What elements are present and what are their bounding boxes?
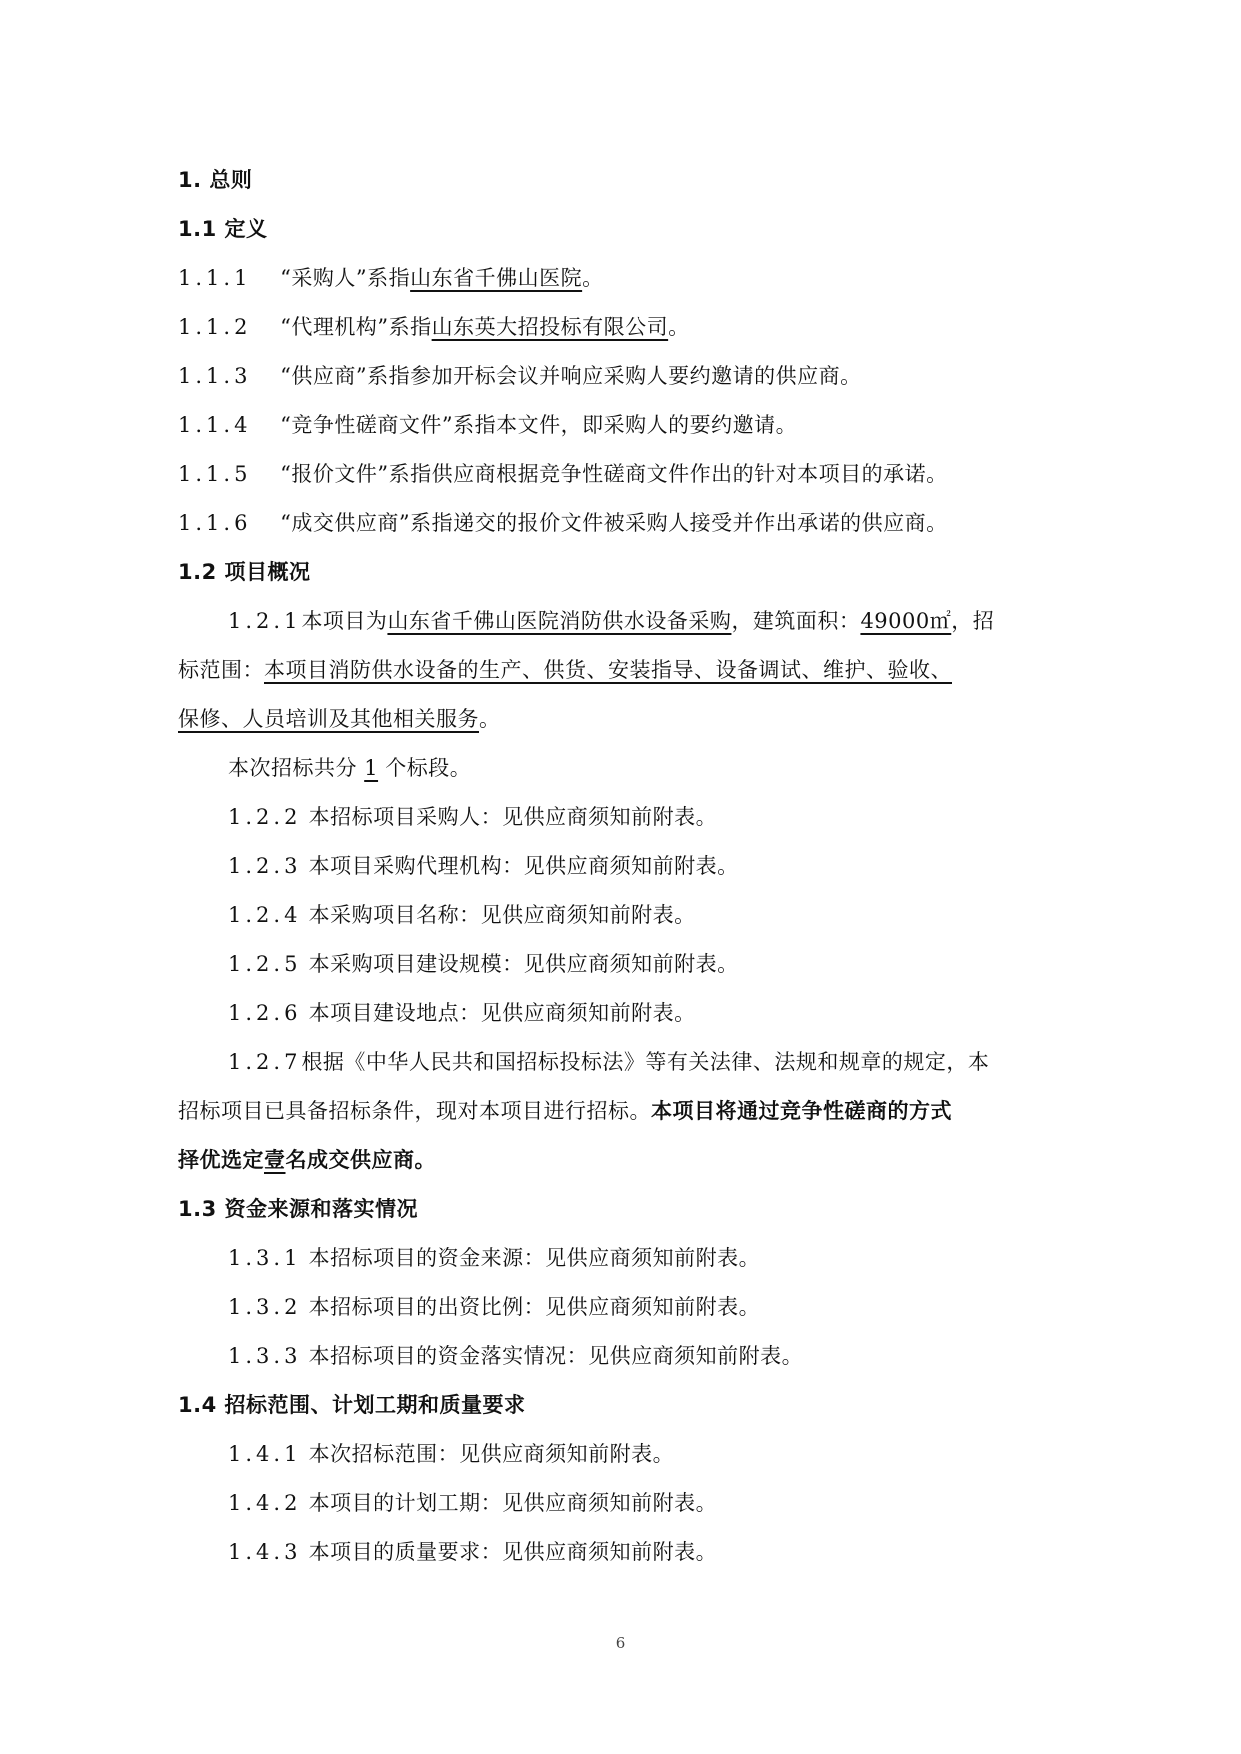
purchaser-name: 山东省千佛山医院 <box>410 266 583 290</box>
item-number: 1.2.1 <box>228 609 302 633</box>
page-number: 6 <box>615 1634 626 1652</box>
building-area: 49000㎡ <box>860 609 952 633</box>
agency-name: 山东英大招投标有限公司 <box>431 315 669 339</box>
item-number: 1.2.3 <box>228 854 302 878</box>
tender-scope-cont: 保修、人员培训及其他相关服务 <box>178 707 479 731</box>
item-number: 1.3.1 <box>228 1246 302 1270</box>
project-item <box>228 998 696 1028</box>
para-text: 招标项目已具备招标条件，现对本项目进行招标。 <box>178 1099 651 1123</box>
item-text: “成交供应商”系指递交的报价文件被采购人接受并作出承诺的供应商。 <box>280 511 948 535</box>
item-text: 本招标项目的资金落实情况：见供应商须知前附表。 <box>308 1344 804 1368</box>
item-number: 1.1.2 <box>178 315 252 339</box>
paragraph-1-2-1-line1 <box>228 606 994 636</box>
para-text-bold: 择优选定 <box>178 1148 264 1172</box>
item-number: 1.1.3 <box>178 364 252 388</box>
project-item <box>228 851 739 881</box>
definition-item <box>178 312 690 342</box>
item-text: 本项目采购代理机构：见供应商须知前附表。 <box>308 854 739 878</box>
item-text: 本项目的质量要求：见供应商须知前附表。 <box>308 1540 718 1564</box>
paragraph-1-2-7-line2 <box>178 1096 952 1126</box>
definition-item <box>178 410 797 440</box>
heading-definitions: 1.1 定义 <box>178 217 268 241</box>
item-text: “报价文件”系指供应商根据竞争性磋商文件作出的针对本项目的承诺。 <box>280 462 948 486</box>
item-text: “竞争性磋商文件”系指本文件，即采购人的要约邀请。 <box>280 413 798 437</box>
scope-item <box>228 1488 717 1518</box>
paragraph-1-2-1-line2 <box>178 655 952 685</box>
para-text-bold: 本项目将通过竞争性磋商的方式 <box>651 1099 952 1123</box>
paragraph-1-2-7-line1 <box>228 1047 989 1077</box>
definition-item <box>178 263 604 293</box>
item-number: 1.4.2 <box>228 1491 302 1515</box>
item-text: 本次招标范围：见供应商须知前附表。 <box>308 1442 675 1466</box>
winner-count: 壹 <box>264 1148 286 1172</box>
project-item <box>228 802 717 832</box>
item-number: 1.2.7 <box>228 1050 302 1074</box>
item-text: 本项目建设地点：见供应商须知前附表。 <box>308 1001 696 1025</box>
item-text: “供应商”系指参加开标会议并响应采购人要约邀请的供应商。 <box>280 364 862 388</box>
item-number: 1.2.4 <box>228 903 302 927</box>
item-text: 本招标项目采购人：见供应商须知前附表。 <box>308 805 718 829</box>
item-text: 本采购项目建设规模：见供应商须知前附表。 <box>308 952 739 976</box>
funding-item <box>228 1243 760 1273</box>
item-number: 1.1.6 <box>178 511 252 535</box>
scope-item <box>228 1439 674 1469</box>
heading-project-overview: 1.2 项目概况 <box>178 560 311 584</box>
definition-item <box>178 361 862 391</box>
para-text: 本次招标共分 <box>228 756 357 780</box>
item-number: 1.1.1 <box>178 266 252 290</box>
paragraph-1-2-1-line3 <box>178 704 501 734</box>
heading-scope-schedule-quality: 1.4 招标范围、计划工期和质量要求 <box>178 1393 526 1417</box>
item-text: “采购人”系指 <box>280 266 411 290</box>
funding-item <box>228 1341 803 1371</box>
para-text: ，建筑面积： <box>731 609 861 633</box>
project-item <box>228 900 696 930</box>
scope-item <box>228 1537 717 1567</box>
item-number: 1.2.6 <box>228 1001 302 1025</box>
para-text: 标范围： <box>178 658 264 682</box>
item-text: “代理机构”系指 <box>280 315 432 339</box>
para-text: 个标段。 <box>385 756 472 780</box>
item-number: 1.3.2 <box>228 1295 302 1319</box>
para-text: 本项目为 <box>301 609 388 633</box>
project-name: 山东省千佛山医院消防供水设备采购 <box>387 609 732 633</box>
item-text-end: 。 <box>582 266 604 290</box>
item-text-end: 。 <box>668 315 690 339</box>
item-number: 1.4.1 <box>228 1442 302 1466</box>
project-item <box>228 949 739 979</box>
definition-item <box>178 508 948 538</box>
funding-item <box>228 1292 760 1322</box>
item-number: 1.3.3 <box>228 1344 302 1368</box>
para-text-bold: 名成交供应商。 <box>285 1148 436 1172</box>
item-text: 本招标项目的出资比例：见供应商须知前附表。 <box>308 1295 761 1319</box>
lots-line <box>228 753 471 783</box>
paragraph-1-2-7-line3 <box>178 1145 436 1175</box>
item-number: 1.2.5 <box>228 952 302 976</box>
item-text: 本采购项目名称：见供应商须知前附表。 <box>308 903 696 927</box>
heading-funding: 1.3 资金来源和落实情况 <box>178 1197 419 1221</box>
item-text: 本项目的计划工期：见供应商须知前附表。 <box>308 1491 718 1515</box>
item-number: 1.1.5 <box>178 462 252 486</box>
definition-item <box>178 459 948 489</box>
item-number: 1.1.4 <box>178 413 252 437</box>
item-text: 本招标项目的资金来源：见供应商须知前附表。 <box>308 1246 761 1270</box>
para-text: 。 <box>479 707 501 731</box>
item-number: 1.2.2 <box>228 805 302 829</box>
para-text: 根据《中华人民共和国招标投标法》等有关法律、法规和规章的规定，本 <box>301 1050 990 1074</box>
tender-scope: 本项目消防供水设备的生产、供货、安装指导、设备调试、维护、验收、 <box>264 658 952 682</box>
para-text: ，招 <box>951 609 995 633</box>
item-number: 1.4.3 <box>228 1540 302 1564</box>
heading-general: 1. 总则 <box>178 168 253 192</box>
lot-count: 1 <box>364 756 379 780</box>
